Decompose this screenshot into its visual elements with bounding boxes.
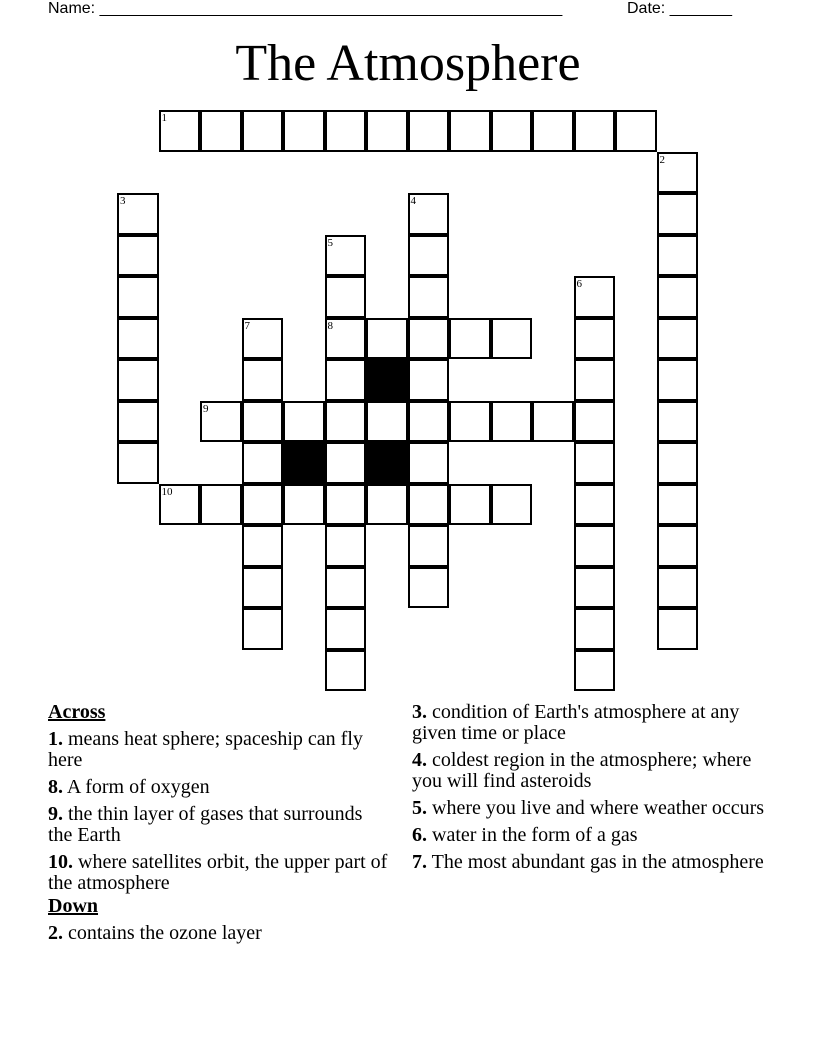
answer-cell[interactable] <box>325 276 367 318</box>
answer-cell[interactable] <box>574 318 616 360</box>
answer-cell[interactable] <box>325 484 367 526</box>
answer-cell[interactable] <box>449 110 491 152</box>
clue-text: where satellites orbit, the upper part of the atmosphere <box>48 851 388 894</box>
answer-cell[interactable] <box>532 401 574 443</box>
answer-cell[interactable] <box>283 110 325 152</box>
answer-cell[interactable] <box>657 318 699 360</box>
clue-text: means heat sphere; spaceship can fly here <box>48 728 363 771</box>
answer-cell[interactable] <box>491 318 533 360</box>
answer-cell[interactable] <box>615 110 657 152</box>
name-blank[interactable]: ____________________________________________________ <box>99 0 563 17</box>
answer-cell[interactable] <box>283 484 325 526</box>
answer-cell[interactable] <box>242 567 284 609</box>
clue-number: 4. <box>412 749 427 771</box>
answer-cell[interactable] <box>657 401 699 443</box>
answer-cell[interactable] <box>325 359 367 401</box>
answer-cell[interactable] <box>325 567 367 609</box>
clue-number: 1. <box>48 728 63 750</box>
answer-cell[interactable] <box>574 484 616 526</box>
answer-cell[interactable] <box>657 525 699 567</box>
answer-cell[interactable] <box>117 318 159 360</box>
answer-cell[interactable] <box>408 484 450 526</box>
clue-text: The most abundant gas in the atmosphere <box>427 851 764 873</box>
answer-cell[interactable] <box>408 276 450 318</box>
clue-across-9 <box>48 804 388 846</box>
answer-cell[interactable] <box>117 442 159 484</box>
across-heading: Across <box>48 701 106 723</box>
answer-cell[interactable] <box>574 359 616 401</box>
answer-cell[interactable] <box>117 276 159 318</box>
answer-cell[interactable] <box>408 401 450 443</box>
clue-number-label: 10 <box>161 485 173 498</box>
answer-cell[interactable] <box>325 442 367 484</box>
black-cell <box>366 442 408 484</box>
clue-text: water in the form of a gas <box>427 824 638 846</box>
answer-cell[interactable] <box>657 567 699 609</box>
answer-cell[interactable] <box>657 193 699 235</box>
clue-number-label: 3 <box>120 195 126 207</box>
name-label: Name: <box>48 0 100 17</box>
clue-number-label: 4 <box>410 195 416 207</box>
clue-down-6 <box>412 825 772 846</box>
date-blank[interactable]: _______ <box>669 0 732 17</box>
clue-number-label: 8 <box>327 319 333 332</box>
clue-down-3 <box>412 702 772 744</box>
answer-cell[interactable] <box>574 567 616 609</box>
clue-down-4 <box>412 750 772 792</box>
answer-cell[interactable] <box>657 276 699 318</box>
clue-number-label: 7 <box>244 319 250 332</box>
clue-number: 9. <box>48 803 63 825</box>
clue-number-label: 9 <box>203 402 209 415</box>
answer-cell[interactable] <box>408 318 450 360</box>
clue-number-label: 5 <box>327 236 333 249</box>
clue-number: 5. <box>412 797 427 819</box>
clue-across-1 <box>48 729 388 771</box>
answer-cell[interactable] <box>657 235 699 277</box>
answer-cell[interactable] <box>366 110 408 152</box>
answer-cell[interactable] <box>366 401 408 443</box>
answer-cell[interactable] <box>200 110 242 152</box>
answer-cell[interactable] <box>242 484 284 526</box>
date-label: Date: <box>627 0 670 17</box>
clue-text: contains the ozone layer <box>63 922 262 944</box>
answer-cell[interactable] <box>657 484 699 526</box>
answer-cell[interactable] <box>283 401 325 443</box>
answer-cell[interactable] <box>325 525 367 567</box>
clue-across-10 <box>48 852 388 894</box>
answer-cell[interactable] <box>408 567 450 609</box>
clue-number: 7. <box>412 851 427 873</box>
answer-cell[interactable] <box>657 359 699 401</box>
answer-cell[interactable] <box>366 318 408 360</box>
clue-across-8 <box>48 777 388 798</box>
answer-cell[interactable] <box>325 650 367 692</box>
answer-cell[interactable] <box>574 442 616 484</box>
answer-cell[interactable] <box>242 110 284 152</box>
clue-text: A form of oxygen <box>63 776 210 798</box>
clue-number: 10. <box>48 851 73 873</box>
answer-cell[interactable] <box>491 401 533 443</box>
answer-cell[interactable] <box>491 110 533 152</box>
clue-down-5 <box>412 798 772 819</box>
answer-cell[interactable] <box>408 525 450 567</box>
clue-down-7 <box>412 852 772 873</box>
answer-cell[interactable] <box>242 442 284 484</box>
answer-cell[interactable] <box>325 608 367 650</box>
answer-cell[interactable] <box>408 110 450 152</box>
black-cell <box>283 442 325 484</box>
black-cell <box>366 359 408 401</box>
clue-text: the thin layer of gases that surrounds the Earth <box>48 803 363 846</box>
clue-number-label: 6 <box>576 278 582 290</box>
clue-number: 2. <box>48 922 63 944</box>
answer-cell[interactable] <box>532 110 574 152</box>
answer-cell[interactable] <box>325 110 367 152</box>
answer-cell[interactable] <box>242 401 284 443</box>
clue-number-label: 2 <box>659 153 665 166</box>
clues-right-column <box>412 702 772 879</box>
clue-down-2 <box>48 923 388 944</box>
answer-cell[interactable] <box>574 401 616 443</box>
answer-cell[interactable] <box>574 650 616 692</box>
clues-left-column <box>48 702 388 950</box>
answer-cell[interactable] <box>408 235 450 277</box>
clue-text: condition of Earth's atmosphere at any given time or place <box>412 701 740 744</box>
clue-text: coldest region in the atmosphere; where you will find asteroids <box>412 749 752 792</box>
answer-cell[interactable] <box>657 608 699 650</box>
answer-cell[interactable] <box>449 318 491 360</box>
answer-cell[interactable] <box>408 442 450 484</box>
clue-number: 8. <box>48 776 63 798</box>
answer-cell[interactable] <box>574 525 616 567</box>
answer-cell[interactable] <box>449 401 491 443</box>
answer-cell[interactable] <box>117 401 159 443</box>
answer-cell[interactable] <box>449 484 491 526</box>
down-heading: Down <box>48 895 99 917</box>
clue-number-label: 1 <box>161 112 167 124</box>
answer-cell[interactable] <box>242 608 284 650</box>
answer-cell[interactable] <box>408 359 450 401</box>
clue-number: 3. <box>412 701 427 723</box>
clue-text: where you live and where weather occurs <box>427 797 765 819</box>
answer-cell[interactable] <box>657 442 699 484</box>
answer-cell[interactable] <box>242 525 284 567</box>
answer-cell[interactable] <box>117 235 159 277</box>
answer-cell[interactable] <box>325 401 367 443</box>
page-title: The Atmosphere <box>235 35 581 92</box>
answer-cell[interactable] <box>200 484 242 526</box>
answer-cell[interactable] <box>574 110 616 152</box>
answer-cell[interactable] <box>491 484 533 526</box>
answer-cell[interactable] <box>242 359 284 401</box>
answer-cell[interactable] <box>574 608 616 650</box>
clue-number: 6. <box>412 824 427 846</box>
answer-cell[interactable] <box>117 359 159 401</box>
answer-cell[interactable] <box>366 484 408 526</box>
